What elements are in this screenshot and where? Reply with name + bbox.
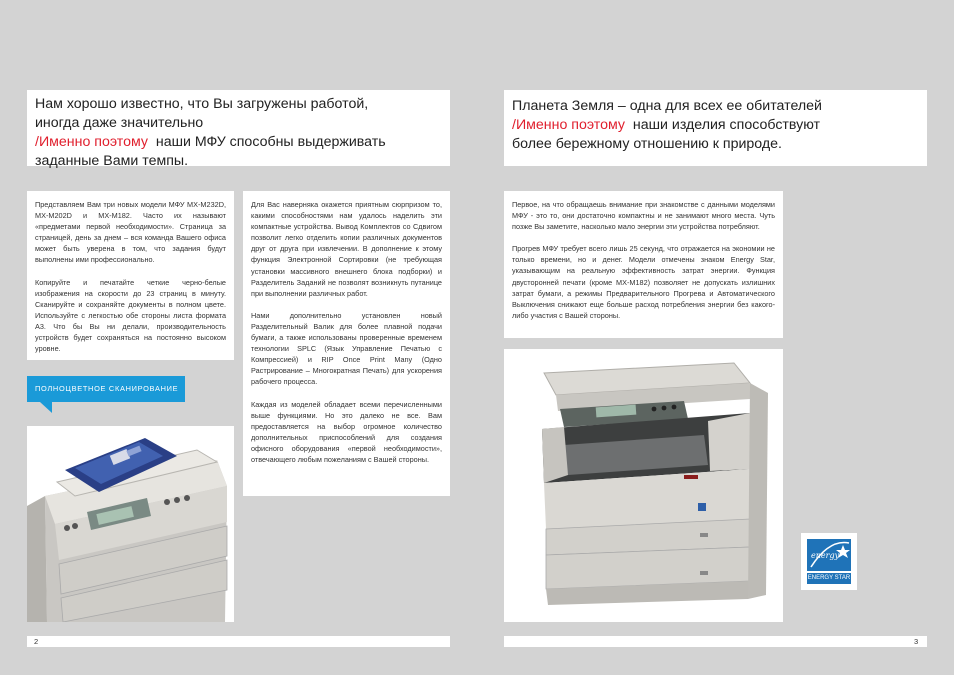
right-footer-bar <box>504 636 927 647</box>
right-body-column <box>504 191 783 338</box>
left-col1-paragraph-2: Копируйте и печатайте четкие черно-белые изображения на скорости до 23 страниц в минуту. Сканируйте и сохраняйте документы в полном цвете. Используйте с легкостью обе стороны листа формата А3. Что бы Вы ни делали, производительность устройств будет сохраняться на постоянно высоком уровне. <box>35 277 226 354</box>
energy-star-script: energy <box>811 551 840 560</box>
left-headline-box <box>27 90 450 169</box>
right-headline-line1: Планета Земля – одна для всех ее обитателей <box>512 98 822 114</box>
mfp-printer-illustration <box>504 349 783 622</box>
mfp-scanning-illustration <box>27 426 234 622</box>
right-headline-line2 <box>512 116 919 135</box>
right-paragraph-2: Прогрев МФУ требует всего лишь 25 секунд, что отражается на экономии не только времени, но и денег. Модели отмечены знаком Energy Star, указывающим на реальную эффективность затрат энергии. Функция двусторонней печати (кроме MX-M182) позволяет не допускать излишних затрат бумаги, а режимы Предварительного Прогрева и Автоматического Выключения снижают еще больше расход потребления энергии без какого-либо участия с Вашей стороны. <box>512 244 775 320</box>
left-headline-line1: Нам хорошо известно, что Вы загружены работой, <box>35 96 369 112</box>
right-page-number: 3 <box>914 637 919 646</box>
left-column-2 <box>243 191 450 496</box>
right-headline <box>504 90 927 154</box>
left-col2-paragraph-1: Для Вас наверняка окажется приятным сюрпризом то, какими способностями нам удалось наделить эти компактные устройства. Вывод Комплектов со Сдвигом позволит легко отделить копии различных документов друг от друга при извлечении. В дополнение к этому функция Электронной Сортировки (не требующая установки массивного внешнего блока подборки) и Разделитель Заданий не позволят возникнуть путанице при выполнении различных работ. <box>251 200 442 298</box>
right-printer-image-box <box>504 349 783 622</box>
left-headline-line3 <box>35 133 442 152</box>
left-headline <box>27 90 450 171</box>
left-column-1 <box>27 191 234 360</box>
right-headline-red-prefix: /Именно поэтому <box>512 117 626 133</box>
left-footer-bar <box>27 636 450 647</box>
left-col1-paragraph-1: Представляем Вам три новых модели МФУ MX-M232D, MX-M202D и MX-M182. Часто их называют «предметами первой необходимости». Страница за страницей, день за днем – вся команда Вашего офиса может быть уверена в том, что задания будут выполнены ими профессионально. <box>35 200 226 265</box>
left-headline-line4: заданные Вами темпы. <box>35 153 189 169</box>
right-headline-box <box>504 90 927 166</box>
energy-star-label: ENERGY STAR <box>807 575 851 581</box>
left-printer-image-box <box>27 426 234 622</box>
left-page-number: 2 <box>34 637 39 646</box>
color-scan-badge: ПОЛНОЦВЕТНОЕ СКАНИРОВАНИЕ <box>27 376 185 402</box>
left-col2-paragraph-2: Нами дополнительно установлен новый Разделительный Валик для более плавной подачи бумаги, а также использованы проверенные временем технологии SPLC (Язык Управление Печатью с Компрессией) и RIP Once Print Many (Одно Растрирование – Многократная Печать) для ускорения рабочего процесса. <box>251 310 442 387</box>
left-headline-line3-rest: наши МФУ способны выдерживать <box>155 134 386 150</box>
color-scan-badge-tail <box>40 402 52 413</box>
right-paragraph-1: Первое, на что обращаешь внимание при знакомстве с данными моделями МФУ - это то, они достаточно компактны и не занимают много места. Чуть позже Вы заметите, насколько мало энергии эти устройства потребляют. <box>512 200 775 232</box>
left-col2-paragraph-3: Каждая из моделей обладает всеми перечисленными выше функциями. Но это далеко не все. Вам предоставляется на выбор огромное количество дополнительных приспособлений для создания офисного оборудования «первой необходимости», отвечающего любым пожеланиям с Вашей стороны. <box>251 399 442 464</box>
right-headline-line2-rest: наши изделия способствуют <box>632 117 821 133</box>
left-headline-line2: иногда даже значительно <box>35 115 204 131</box>
right-headline-line3: более бережному отношению к природе. <box>512 136 782 152</box>
left-headline-red-prefix: /Именно поэтому <box>35 134 149 150</box>
energy-star-logo-box <box>801 533 857 590</box>
